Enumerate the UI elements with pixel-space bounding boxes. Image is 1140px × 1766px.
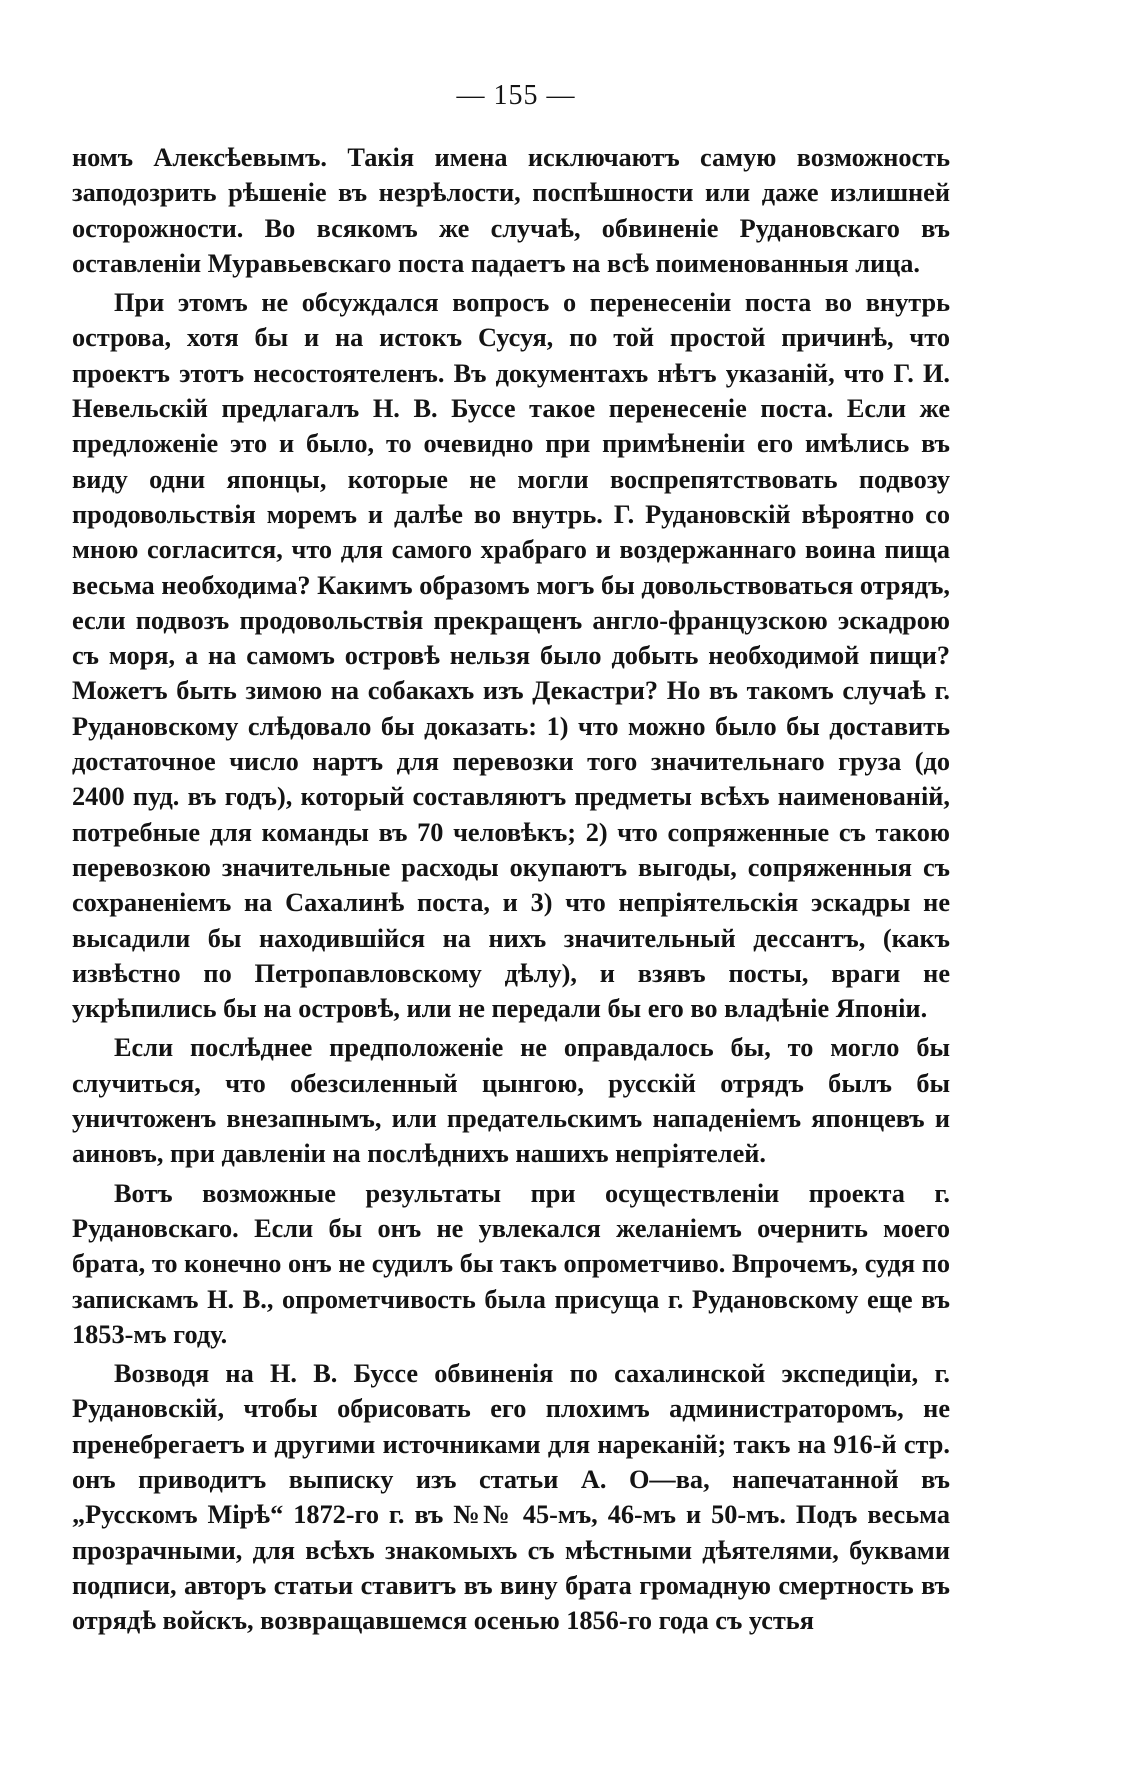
document-page bbox=[72, 80, 950, 1638]
paragraph: При этомъ не обсуждался вопросъ о перенесеніи поста во внутрь острова, хотя бы и на истокъ Сусуя, по той простой причинѣ, что проектъ этотъ несостоятеленъ. Въ документахъ нѣтъ указаній, что Г. И. Невельскій предлагалъ Н. В. Буссе такое перенесеніе поста. Если же предложеніе это и было, то очевидно при примѣненіи его имѣлись въ виду одни японцы, которые не могли воспрепятствовать подвозу продовольствія моремъ и далѣе во внутрь. Г. Рудановскій вѣроятно со мною согласится, что для самого храбраго и воздержаннаго воина пища весьма необходима? Какимъ образомъ могъ бы довольствоваться отрядъ, если подвозъ продовольствія прекращенъ англо-французскою эскадрою съ моря, а на самомъ островѣ нельзя было добыть необходимой пищи? Можетъ быть зимою на собакахъ изъ Декастри? Но въ такомъ случаѣ г. Рудановскому слѣдовало бы доказать: 1) что можно было бы доставить достаточное число нартъ для перевозки того значительнаго груза (до 2400 пуд. въ годъ), который составляютъ предметы всѣхъ наименованій, потребные для команды въ 70 человѣкъ; 2) что сопряженные съ такою перевозкою значительные расходы окупаютъ выгоды, сопряженныя съ сохраненіемъ на Сахалинѣ поста, и 3) что непріятельскія эскадры не высадили бы находившійся на нихъ значительный дессантъ, (какъ извѣстно по Петропавловскому дѣлу), и взявъ посты, враги не укрѣпились бы на островѣ, или не передали бы его во владѣніе Японіи. bbox=[72, 288, 950, 1024]
paragraph: Если послѣднее предположеніе не оправдалось бы, то могло бы случиться, что обезсиленный цынгою, русскій отрядъ былъ бы уничтоженъ внезапнымъ, или предательскимъ нападеніемъ японцевъ и аиновъ, при давленіи на послѣднихъ нашихъ непріятелей. bbox=[72, 1033, 950, 1169]
paragraph: Вотъ возможные результаты при осуществленіи проекта г. Рудановскаго. Если бы онъ не увлекался желаніемъ очернить моего брата, то конечно онъ не судилъ бы такъ опрометчиво. Впрочемъ, судя по запискамъ Н. В., опрометчивость была присуща г. Рудановскому еще въ 1853-мъ году. bbox=[72, 1178, 950, 1349]
page-number: — 155 — bbox=[456, 80, 576, 111]
paragraph-continuation: номъ Алексѣевымъ. Такія имена исключаютъ самую возможность заподозрить рѣшеніе въ незрѣлости, поспѣшности или даже излишней осторожности. Во всякомъ же случаѣ, обвиненіе Рудановскаго въ оставленіи Муравьевскаго поста падаетъ на всѣ поименованныя лица. bbox=[72, 143, 950, 278]
paragraph: Возводя на Н. В. Буссе обвиненія по сахалинской экспедиціи, г. Рудановскій, чтобы обрисовать его плохимъ администраторомъ, не пренебрегаетъ и другими источниками для нареканій; такъ на 916-й стр. онъ приводитъ выписку изъ статьи А. О—ва, напечатанной въ „Русскомъ Мірѣ“ 1872-го г. въ №№ 45-мъ, 46-мъ и 50-мъ. Подъ весьма прозрачными, для всѣхъ знакомыхъ съ мѣстными дѣятелями, буквами подписи, авторъ статьи ставитъ въ вину брата громадную смертность въ отрядѣ войскъ, возвращавшемся осенью 1856-го года съ устья bbox=[72, 1359, 950, 1636]
